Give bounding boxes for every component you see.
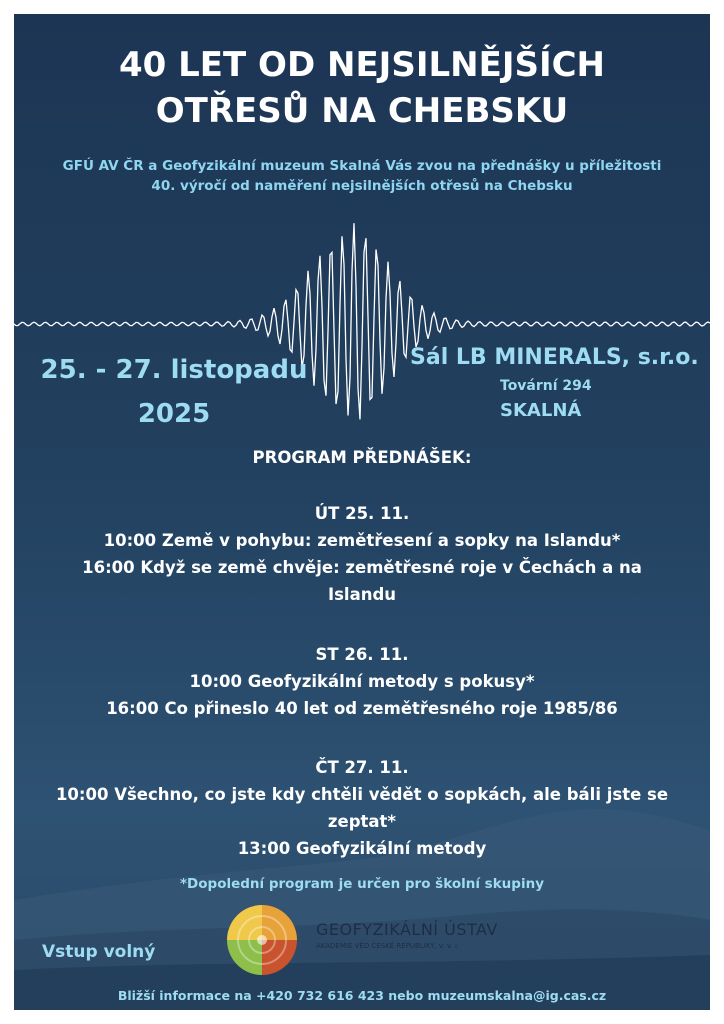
talk-item: 10:00 Země v pohybu: zemětřesení a sopky na Islandu*: [103, 531, 621, 550]
event-dates: [34, 348, 314, 436]
day-label: ST 26. 11.: [315, 645, 409, 664]
talk-item: 10:00 Geofyzikální metody s pokusy*: [189, 672, 535, 691]
subtitle-line-1: GFÚ AV ČR a Geofyzikální muzeum Skalná Vás zvou na přednášky u příležitosti: [62, 158, 662, 174]
institute-subtitle: AKADEMIE VĚD ČESKÉ REPUBLIKY, v. v. i.: [316, 942, 460, 950]
footer-contact: Bližší informace na +420 732 616 423 nebo muzeumskalna@ig.cas.cz: [117, 988, 607, 1003]
poster: [14, 14, 710, 1010]
talk-item: Islandu: [327, 585, 397, 604]
program-day-3: [14, 754, 710, 862]
talk-item: 16:00 Co přineslo 40 let od zemětřesného roje 1985/86: [106, 699, 618, 718]
institute-name: GEOFYZIKÁLNÍ ÚSTAV: [316, 920, 498, 939]
page-title: [14, 42, 710, 134]
free-entry-label: Vstup volný: [42, 942, 156, 962]
institute-logo-icon: [224, 902, 300, 978]
subtitle: [14, 156, 710, 196]
title-line-1: 40 LET OD NEJSILNĚJŠÍCH: [118, 45, 606, 85]
program-note: *Dopolední program je určen pro školní skupiny: [180, 876, 544, 892]
talk-item: 16:00 Když se země chvěje: zemětřesné roje v Čechách a na: [82, 558, 642, 577]
institute-logo: [224, 902, 524, 982]
venue-street: Tovární 294: [500, 378, 592, 394]
subtitle-line-2: 40. výročí od naměření nejsilnějších otřesů na Chebsku: [151, 178, 573, 194]
venue-name: Sál LB MINERALS, s.r.o.: [410, 345, 699, 370]
title-line-2: OTŘESŮ NA CHEBSKU: [155, 91, 569, 131]
program-day-2: [14, 641, 710, 722]
program-day-1: [14, 500, 710, 608]
program-heading: PROGRAM PŘEDNÁŠEK:: [252, 448, 472, 467]
event-venue: [410, 342, 700, 424]
event-year: 2025: [137, 399, 211, 429]
event-date-range: 25. - 27. listopadu: [40, 355, 308, 385]
talk-item: zeptat*: [327, 812, 397, 831]
venue-town: SKALNÁ: [500, 400, 582, 421]
day-label: ČT 27. 11.: [315, 758, 409, 777]
day-label: ÚT 25. 11.: [314, 504, 410, 523]
talk-item: 10:00 Všechno, co jste kdy chtěli vědět o sopkách, ale báli jste se: [55, 785, 669, 804]
talk-item: 13:00 Geofyzikální metody: [237, 839, 487, 858]
